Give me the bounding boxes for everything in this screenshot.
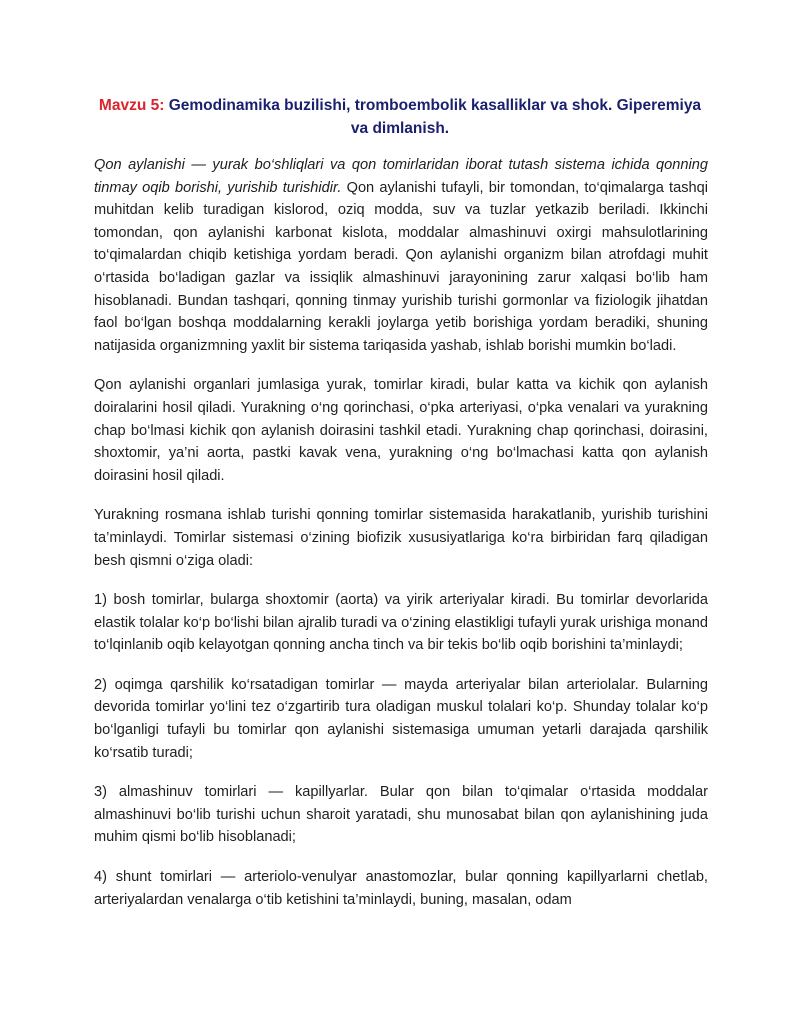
topic-label: Mavzu 5: [98, 97, 165, 114]
paragraph-5: 2) oqimga qarshilik ko‘rsatadigan tomirlar — mayda arteriyalar bilan arteriolalar. Bularning devorida tomirlar yo‘lini tez o‘zgartirib tura oladigan muskul tolalari ko‘p. Shunday tolalar ko‘p bo‘lganligi tufayli bu tomirlar qon aylanishi sistemasiga umuman yetarli darajada qarshilik ko‘rsatib turadi; [94, 676, 708, 761]
paragraph-3: Yurakning rosmana ishlab turishi qonning tomirlar sistemasida harakatlanib, yurishib turishini ta’minlaydi. Tomirlar sistemasi o‘zining biofizik xususiyatlariga ko‘ra birbiridan farq qiladigan besh qismni o‘ziga oladi: [94, 507, 708, 569]
document-body [94, 154, 708, 928]
paragraph-1 [94, 154, 708, 357]
paragraph-7: 4) shunt tomirlari — arteriolo-venulyar anastomozlar, bular qonning kapillyarlarni chetlab, arteriyalardan venalarga o‘tib ketishini ta’minlaydi, buning, masalan, odam [94, 869, 708, 908]
paragraph-4: 1) bosh tomirlar, bularga shoxtomir (aorta) va yirik arteriyalar kiradi. Bu tomirlar devorlarida elastik tolalar ko‘p bo‘lishi bilan ajralib turadi va o‘zining elastikligi tufayli yurak urishiga monand to‘lqinlanib oqib kelayotgan qonning ancha tinch va bir tekis bo‘lib oqib borishini ta’minlaydi; [94, 592, 708, 654]
paragraph-2: Qon aylanishi organlari jumlasiga yurak, tomirlar kiradi, bular katta va kichik qon aylanish doiralarini hosil qiladi. Yurakning o‘ng qorinchasi, o‘pka arteriyasi, o‘pka venalari va yurakning chap bo‘lmasi kichik qon aylanish doirasini tashkil etadi. Yurakning chap qorinchasi, doirasini, shoxtomir, ya’ni aorta, pastki kavak vena, yurakning o‘ng bo‘lmachasi katta qon aylanish doirasini hosil qiladi. [94, 377, 708, 484]
paragraph-1-italic-intro: Qon aylanishi — yurak bo‘shliqlari va qon tomirlaridan iborat tutash sistema ichida qonning tinmay oqib borishi, yurishib turishidir. [94, 157, 708, 196]
paragraph-1-text: Qon aylanishi tufayli, bir tomondan, to‘qimalarga tashqi muhitdan kelib turadigan kislorod, oziq modda, suv va tuzlar yetkazib beriladi. Ikkinchi tomondan, qon aylanishi karbonat kislota, moddalar almashinuvi oxirgi mahsulotlarining to‘qimalardan chiqib ketishiga yordam beradi. Qon aylanishi organizm bilan atrofdagi muhit o‘rtasida bo‘ladigan gazlar va issiqlik almashinuvi jarayonining zarur xalqasi bo‘lib ham hisoblanadi. Bundan tashqari, qonning tinmay yurishib turishi gormonlar va fiziologik jihatdan faol bo‘lgan boshqa moddalarning kerakli joylarga yetib borishiga yordam beradiki, shuning natijasida organizmning yaxlit bir sistema tariqasida yashab, ishlab borishi mumkin bo‘ladi. [94, 179, 708, 354]
topic-title: Gemodinamika buzilishi, tromboembolik kasalliklar va shok. Giperemiya va dimlanish. [168, 97, 702, 137]
page-title [92, 94, 708, 140]
paragraph-6: 3) almashinuv tomirlari — kapillyarlar. Bular qon bilan to‘qimalar o‘rtasida moddalar almashinuvi bo‘lib turishi uchun sharoit yaratadi, shu munosabat bilan qon aylanishining juda muhim qismi bo‘lib hisoblanadi; [94, 784, 708, 846]
